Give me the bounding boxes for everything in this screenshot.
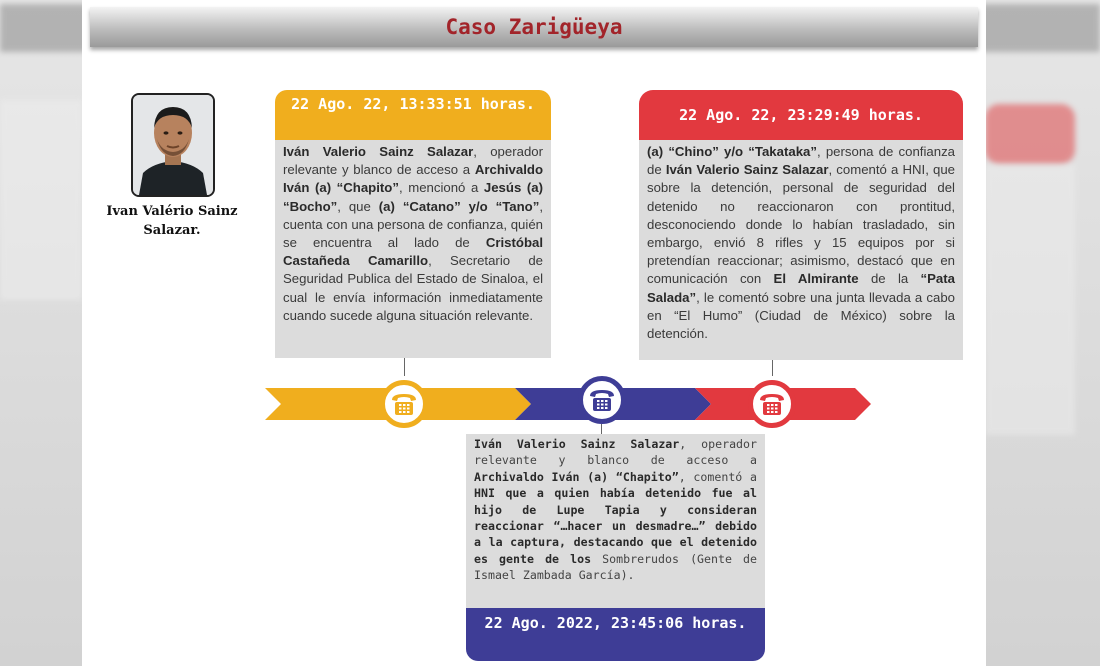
bold-text: Iván Valerio Sainz Salazar bbox=[283, 144, 474, 159]
bold-text: Iván Valerio Sainz Salazar bbox=[474, 437, 680, 451]
connector-2 bbox=[772, 360, 773, 376]
connector-1 bbox=[404, 358, 405, 376]
event-1-header: 22 Ago. 22, 13:33:51 horas. bbox=[275, 90, 551, 140]
event-2-header: 22 Ago. 22, 23:29:49 horas. bbox=[639, 90, 963, 140]
event-2-text: (a) “Chino” y/o “Takataka”, persona de confianza de Iván Valerio Sainz Salazar, comentó a HNI, que sobre la detención, personal de seguridad del detenido no reaccionaron con prontitud, desconociendo donde lo habían trasladado, sin embargo, envió 8 rifles y 15 equipos por si pretendían reaccionar; asimismo, destacó que en comunicación con El Almirante de la “Pata Salada”, le comentó sobre una junta llevada a cabo en “El Humo” (Ciudad de México) sobre la detención. bbox=[639, 140, 963, 360]
title-bar bbox=[90, 7, 978, 47]
bold-text: Cristóbal Castañeda Camarillo bbox=[283, 235, 543, 269]
bold-text: El Almirante bbox=[773, 271, 859, 287]
event-1-text: Iván Valerio Sainz Salazar, operador relevante y blanco de acceso a Archivaldo Iván (a) “Chapito”, mencionó a Jesús (a) “Bocho”, que (a) “Catano” y/o “Tano”, cuenta con una persona de confianza, quién se encuentra al lado de Cristóbal Castañeda Camarillo, Secretario de Seguridad Publica del Estado de Sinaloa, el cual le envía información inmediatamente cuando sucede alguna situación relevante. bbox=[275, 140, 551, 358]
bold-text: HNI que a quien había detenido fue al hijo de bbox=[474, 486, 757, 517]
slide bbox=[82, 0, 986, 666]
event-3-text: Iván Valerio Sainz Salazar, operador relevante y blanco de acceso a Archivaldo Iván (a) “Chapito”, comentó a HNI que a quien había detenido fue al hijo de Lupe Tapia y consideran reaccionar “…hacer un desmadre…” debido a la captura, destacando que el detenido es gente de los Sombrerudos (Gente de Ismael Zambada García). bbox=[466, 434, 765, 610]
slide-title: Caso Zarigüeya bbox=[445, 15, 623, 39]
bold-text: y consideran reaccionar “…hacer un desmadre…” debido a la captura, destacando que el detenido es gente de los bbox=[474, 502, 757, 566]
phone-icon bbox=[578, 376, 626, 424]
event-3-header: 22 Ago. 2022, 23:45:06 horas. bbox=[466, 608, 765, 661]
bold-text: Archivaldo Iván (a) “Chapito” bbox=[283, 162, 543, 196]
background-ghost-panel bbox=[985, 165, 1075, 435]
bold-text: (a) “Chino” y/o “Takataka” bbox=[647, 144, 817, 159]
background-ghost-left bbox=[0, 100, 82, 300]
bold-text: (a) “Catano” y/o “Tano” bbox=[378, 198, 540, 214]
phone-icon bbox=[380, 380, 428, 428]
person-name: Ivan Valério Sainz Salazar. bbox=[106, 204, 238, 238]
bold-text: Iván Valerio Sainz Salazar bbox=[665, 162, 829, 178]
bold-text: Lupe Tapia bbox=[556, 502, 640, 517]
background-ghost-red bbox=[985, 104, 1075, 164]
phone-icon bbox=[748, 380, 796, 428]
bold-text: Archivaldo Iván (a) “Chapito” bbox=[474, 469, 679, 484]
bold-text: Jesús (a) “Bocho” bbox=[283, 180, 543, 214]
person-photo bbox=[131, 93, 215, 197]
bold-text: “Pata Salada” bbox=[647, 271, 955, 305]
